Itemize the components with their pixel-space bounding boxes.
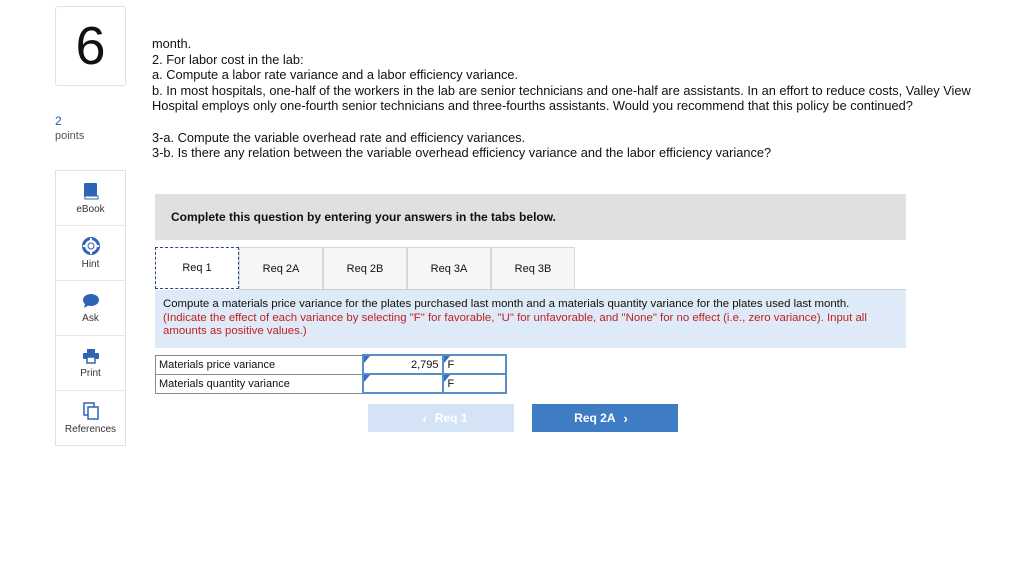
instruction-note: (Indicate the effect of each variance by selecting "F" for favorable, "U" for unfavorable, and "None" for no effect (i.e., zero variance). Input all amounts as positive values.) bbox=[163, 311, 867, 338]
amount-input[interactable] bbox=[363, 355, 443, 374]
effect-select[interactable] bbox=[443, 374, 506, 393]
answer-table bbox=[155, 354, 507, 394]
amount-value: 2,795 bbox=[410, 358, 439, 371]
table-row bbox=[156, 355, 506, 374]
sidebar-item-references[interactable] bbox=[56, 391, 125, 445]
next-req-label: Req 2A bbox=[574, 411, 616, 425]
tab-req-3a[interactable]: Req 3A bbox=[407, 247, 491, 289]
row-label: Materials quantity variance bbox=[156, 374, 363, 393]
book-icon bbox=[83, 182, 99, 200]
effect-select[interactable] bbox=[443, 355, 506, 374]
points-label: points bbox=[55, 130, 85, 142]
sidebar-item-hint[interactable] bbox=[56, 226, 125, 281]
effect-value: F bbox=[447, 358, 455, 371]
instruction-text: Compute a materials price variance for the plates purchased last month and a materials quantity variance for the plates used last month. bbox=[163, 298, 850, 310]
tab-req-2b[interactable]: Req 2B bbox=[323, 247, 407, 289]
points-value: 2 bbox=[55, 114, 62, 128]
question-line: 2. For labor cost in the lab: bbox=[152, 51, 304, 67]
sidebar-item-label: Hint bbox=[81, 258, 100, 270]
sidebar-item-label: eBook bbox=[76, 203, 105, 215]
next-req-button[interactable] bbox=[532, 404, 678, 432]
tab-req-3b[interactable]: Req 3B bbox=[491, 247, 575, 289]
effect-value: F bbox=[447, 377, 455, 390]
question-number: 6 bbox=[55, 6, 126, 86]
sidebar-item-label: References bbox=[64, 423, 117, 435]
tab-req-2a[interactable]: Req 2A bbox=[239, 247, 323, 289]
table-row bbox=[156, 374, 506, 393]
row-label: Materials price variance bbox=[156, 355, 363, 374]
question-line: 3-a. Compute the variable overhead rate and efficiency variances. bbox=[152, 129, 526, 145]
sidebar-item-label: Ask bbox=[82, 312, 99, 324]
amount-input[interactable] bbox=[363, 374, 443, 393]
chevron-left-icon: ‹ bbox=[422, 410, 427, 426]
tab-req-1[interactable]: Req 1 bbox=[155, 247, 239, 289]
requirement-instructions bbox=[155, 290, 906, 348]
sidebar-item-label: Print bbox=[80, 367, 101, 379]
prev-req-button[interactable] bbox=[368, 404, 514, 432]
question-line: a. Compute a labor rate variance and a labor efficiency variance. bbox=[152, 67, 519, 82]
question-text bbox=[152, 36, 982, 161]
prev-req-label: Req 1 bbox=[434, 411, 468, 425]
question-line: b. In most hospitals, one-half of the workers in the lab are senior technicians and one-half are assistants. In an effort to reduce costs, Valley View Hospital employs only one-fourth senior technicians and three-fourths assistants. Would you recommend that this policy be continued? bbox=[152, 82, 971, 113]
lifebuoy-icon bbox=[82, 237, 100, 255]
question-line: month. bbox=[152, 36, 192, 51]
chat-bubble-icon bbox=[82, 293, 100, 309]
requirement-tabs bbox=[155, 247, 575, 289]
question-line: 3-b. Is there any relation between the variable overhead efficiency variance and the labor efficiency variance? bbox=[152, 145, 772, 160]
instructions-banner: Complete this question by entering your answers in the tabs below. bbox=[155, 194, 906, 240]
printer-icon bbox=[82, 348, 100, 364]
documents-icon bbox=[83, 402, 99, 420]
sidebar-item-ask[interactable] bbox=[56, 281, 125, 336]
sidebar-item-print[interactable] bbox=[56, 336, 125, 391]
chevron-right-icon: › bbox=[623, 410, 628, 426]
sidebar-tools bbox=[55, 170, 126, 446]
sidebar-item-ebook[interactable] bbox=[56, 171, 125, 226]
